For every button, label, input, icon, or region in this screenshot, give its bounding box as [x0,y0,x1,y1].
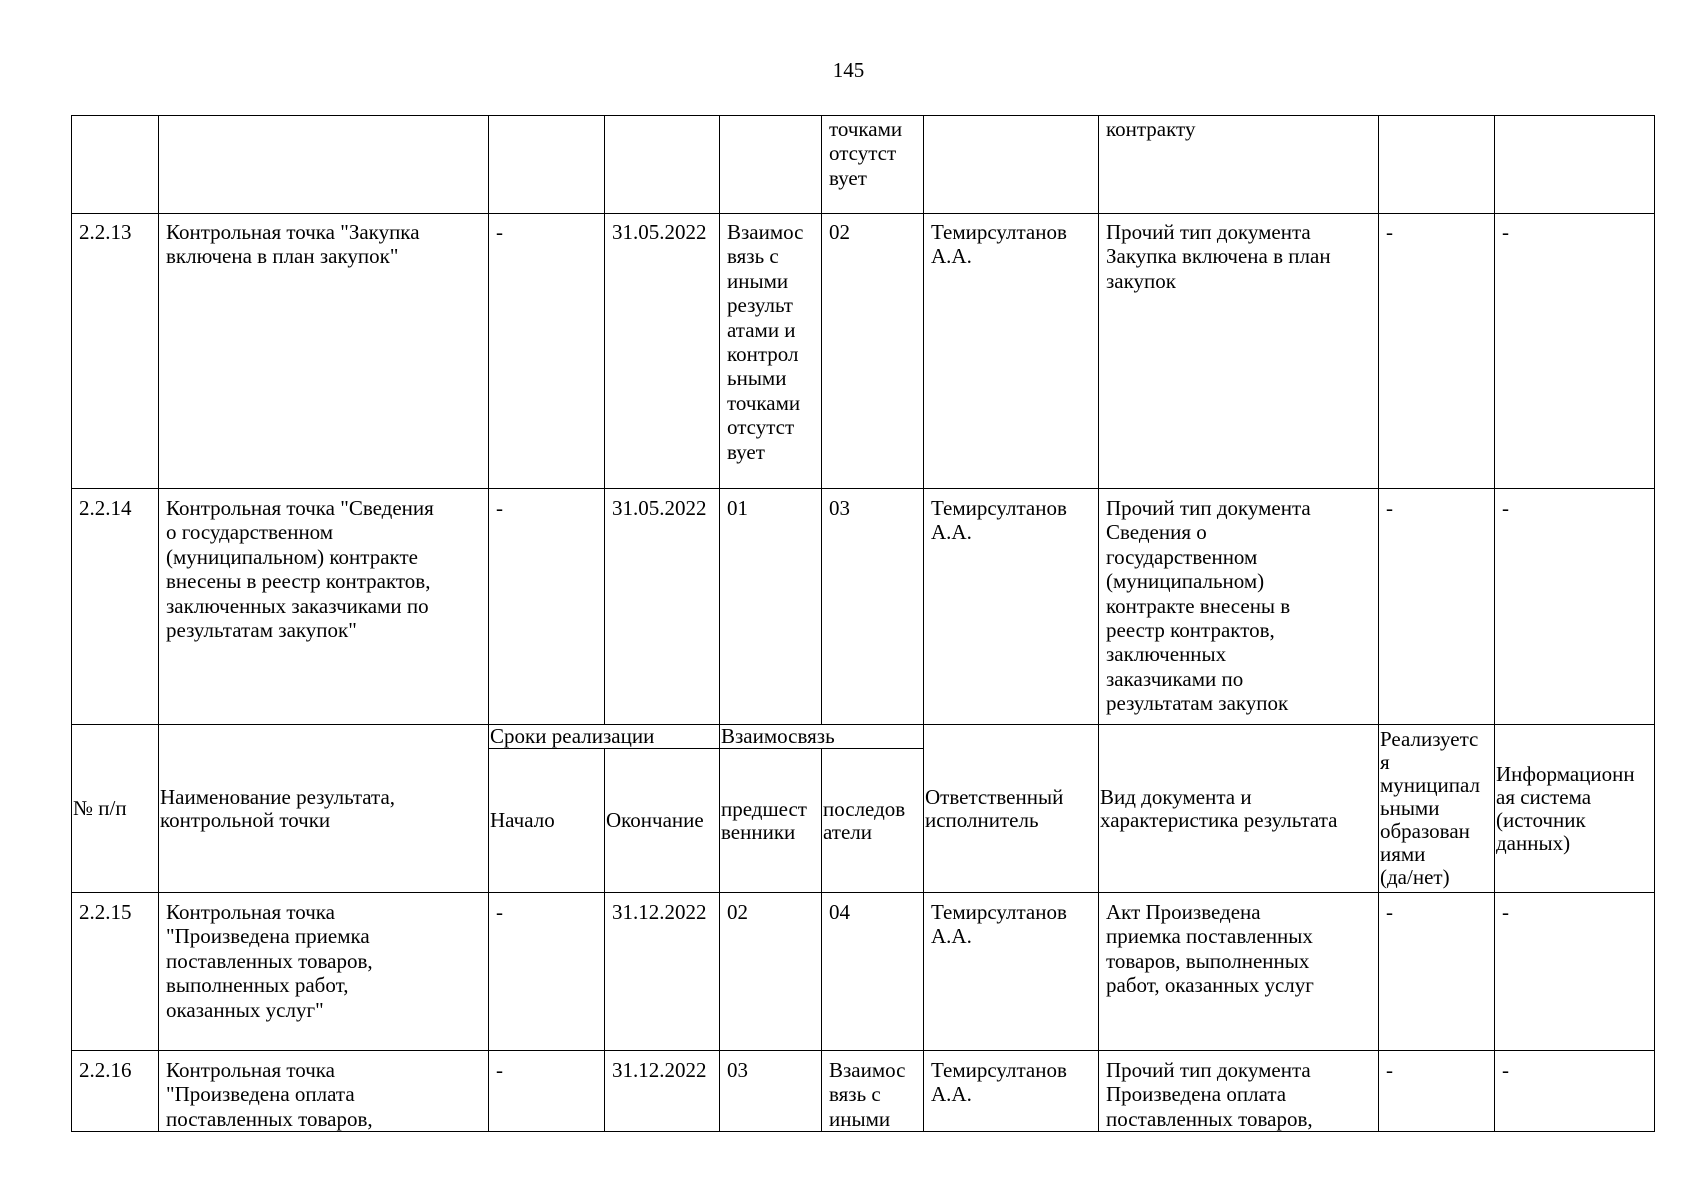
cell-document-type: Прочий тип документа Сведения о государственном (муниципальном) контракте внесены в реестр контрактов, заключенных заказчиками по результатам закупок [1099,489,1379,725]
cell-successors: Взаимос вязь с иными [822,1051,924,1132]
cell-municipal: - [1379,214,1495,489]
cell-start: - [489,893,605,1051]
cell-predecessors [720,116,822,214]
cell-successors: 02 [822,214,924,489]
cell-successors: 04 [822,893,924,1051]
cell-info-system [1495,116,1655,214]
table-row [72,214,1655,489]
cell-executor: Темирсултанов А.А. [924,893,1099,1051]
cell-document-type: Прочий тип документа Произведена оплата поставленных товаров, [1099,1051,1379,1132]
cell-executor [924,116,1099,214]
table-row [72,893,1655,1051]
header-num: № п/п [72,725,159,893]
cell-end [605,116,720,214]
cell-predecessors: 02 [720,893,822,1051]
cell-municipal [1379,116,1495,214]
cell-name [159,116,489,214]
cell-end: 31.12.2022 [605,893,720,1051]
cell-predecessors: 03 [720,1051,822,1132]
header-info-system: Информационн ая система (источник данных) [1495,725,1655,893]
cell-num: 2.2.16 [72,1051,159,1132]
cell-num: 2.2.14 [72,489,159,725]
cell-predecessors: 01 [720,489,822,725]
cell-successors: точками отсутст вует [822,116,924,214]
header-successors: последов атели [822,749,924,893]
cell-executor: Темирсултанов А.А. [924,214,1099,489]
header-name: Наименование результата, контрольной точки [159,725,489,893]
table-row-continuation [72,116,1655,214]
cell-successors: 03 [822,489,924,725]
page-number: 145 [832,58,865,82]
cell-executor: Темирсултанов А.А. [924,489,1099,725]
cell-start [489,116,605,214]
cell-info-system: - [1495,1051,1655,1132]
cell-name: Контрольная точка "Произведена приемка поставленных товаров, выполненных работ, оказанных услуг" [159,893,489,1051]
cell-name: Контрольная точка "Сведения о государственном (муниципальном) контракте внесены в реестр контрактов, заключенных заказчиками по результатам закупок" [159,489,489,725]
table-row [72,1051,1655,1132]
header-start: Начало [489,749,605,893]
cell-document-type: Прочий тип документа Закупка включена в план закупок [1099,214,1379,489]
cell-start: - [489,1051,605,1132]
table-row [72,489,1655,725]
header-municipal: Реализуетс я муниципал ьными образован иями (да/нет) [1379,725,1495,893]
header-executor: Ответственный исполнитель [924,725,1099,893]
cell-info-system: - [1495,489,1655,725]
cell-document-type: Акт Произведена приемка поставленных товаров, выполненных работ, оказанных услуг [1099,893,1379,1051]
header-timing-group: Сроки реализации [489,725,720,749]
table-header-row [72,725,1655,749]
cell-end: 31.12.2022 [605,1051,720,1132]
cell-info-system: - [1495,214,1655,489]
cell-name: Контрольная точка "Закупка включена в план закупок" [159,214,489,489]
cell-document-type: контракту [1099,116,1379,214]
header-document-type: Вид документа и характеристика результата [1099,725,1379,893]
cell-end: 31.05.2022 [605,489,720,725]
header-end: Окончание [605,749,720,893]
cell-start: - [489,214,605,489]
header-predecessors: предшест венники [720,749,822,893]
cell-predecessors: Взаимос вязь с иными результ атами и контрол ьными точками отсутст вует [720,214,822,489]
cell-start: - [489,489,605,725]
cell-end: 31.05.2022 [605,214,720,489]
cell-num: 2.2.15 [72,893,159,1051]
cell-num: 2.2.13 [72,214,159,489]
cell-num [72,116,159,214]
cell-municipal: - [1379,489,1495,725]
cell-municipal: - [1379,1051,1495,1132]
header-link-group: Взаимосвязь [720,725,924,749]
cell-executor: Темирсултанов А.А. [924,1051,1099,1132]
control-points-table [71,115,1655,1132]
cell-municipal: - [1379,893,1495,1051]
cell-name: Контрольная точка "Произведена оплата поставленных товаров, [159,1051,489,1132]
cell-info-system: - [1495,893,1655,1051]
